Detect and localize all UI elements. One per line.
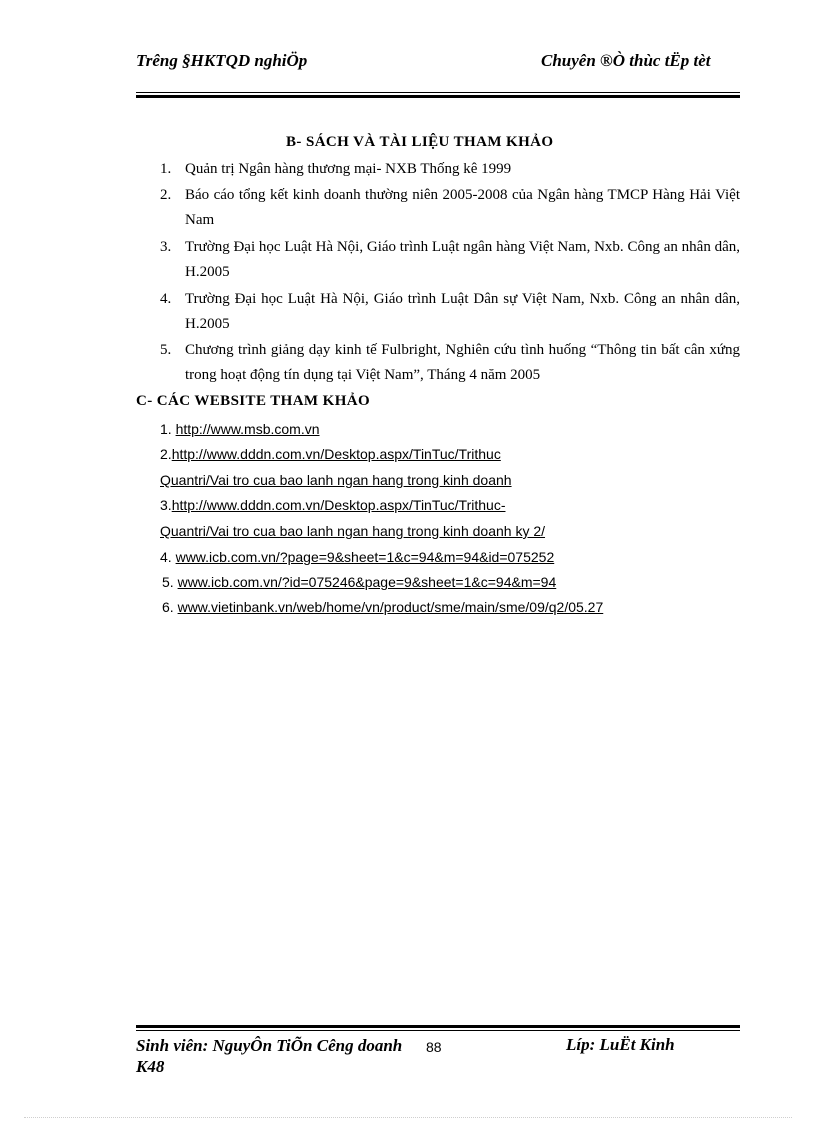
website-line [162,598,603,616]
reference-text: Chương trình giảng dạy kinh tế Fulbright, Nghiên cứu tình huống “Thông tin bất cân xứng trong hoạt động tín dụng tại Việt Nam”, Tháng 4 năm 2005 [185,342,740,383]
section-c-title: C- CÁC WEBSITE THAM KHẢO [136,393,371,409]
reference-item [160,235,740,285]
reference-number: 4. [160,291,172,307]
website-number: 3. [160,497,172,513]
footer-left-text: Sinh viên: NguyÔn TiÕn Cêng doanh K48 [136,1036,403,1076]
section-b-title: B- SÁCH VÀ TÀI LIỆU THAM KHẢO [286,134,554,150]
reference-number: 2. [160,187,172,203]
website-line [160,496,505,514]
reference-text: Báo cáo tổng kết kinh doanh thường niên 2005-2008 của Ngân hàng TMCP Hàng Hải Việt Nam [185,187,740,228]
website-link[interactable]: www.icb.com.vn/?page=9&sheet=1&c=94&m=94&id=075252 [175,549,555,565]
website-link[interactable]: http://www.dddn.com.vn/Desktop.aspx/TinTuc/Trithuc [171,446,501,462]
reference-item [160,287,740,337]
footer-right-text: Líp: LuËt Kinh [566,1035,675,1054]
website-number: 5. [162,574,178,590]
website-number: 2. [160,446,172,462]
website-line [160,445,501,463]
reference-number: 1. [160,161,172,177]
footer-rule-thick [136,1025,740,1028]
reference-item [160,157,740,182]
website-number: 6. [162,599,178,615]
website-link[interactable]: Quantri/Vai tro cua bao lanh ngan hang trong kinh doanh [160,472,512,488]
website-link[interactable]: http://www.dddn.com.vn/Desktop.aspx/TinTuc/Trithuc- [171,497,506,513]
reference-text: Quản trị Ngân hàng thương mại- NXB Thống kê 1999 [185,161,512,177]
header-right-text: Chuyên ®Ò thùc tËp tèt [541,51,711,70]
reference-item [160,183,740,233]
page-bottom-divider [24,1117,792,1118]
header-left-text: Trêng §HKTQD nghiÖp [136,51,308,70]
website-link[interactable]: www.icb.com.vn/?id=075246&page=9&sheet=1&c=94&m=94 [177,574,557,590]
website-link[interactable]: www.vietinbank.vn/web/home/vn/product/sme/main/sme/09/q2/05.27 [177,599,604,615]
website-line [160,471,512,489]
reference-text: Trường Đại học Luật Hà Nội, Giáo trình Luật Dân sự Việt Nam, Nxb. Công an nhân dân, H.2005 [185,291,740,332]
website-line [160,522,545,540]
website-line [160,420,320,438]
website-line [162,573,556,591]
footer-rule-thin [136,1030,740,1031]
reference-text: Trường Đại học Luật Hà Nội, Giáo trình Luật ngân hàng Việt Nam, Nxb. Công an nhân dân, H.2005 [185,239,740,280]
website-line [160,548,554,566]
reference-number: 3. [160,239,172,255]
reference-number: 5. [160,342,172,358]
website-link[interactable]: Quantri/Vai tro cua bao lanh ngan hang trong kinh doanh ky 2/ [160,523,546,539]
page-number: 88 [426,1039,442,1055]
website-link[interactable]: http://www.msb.com.vn [175,421,320,437]
reference-item [160,338,740,388]
website-number: 4. [160,549,176,565]
header-rule-thick [136,95,740,98]
header-rule-thin [136,92,740,93]
website-number: 1. [160,421,176,437]
